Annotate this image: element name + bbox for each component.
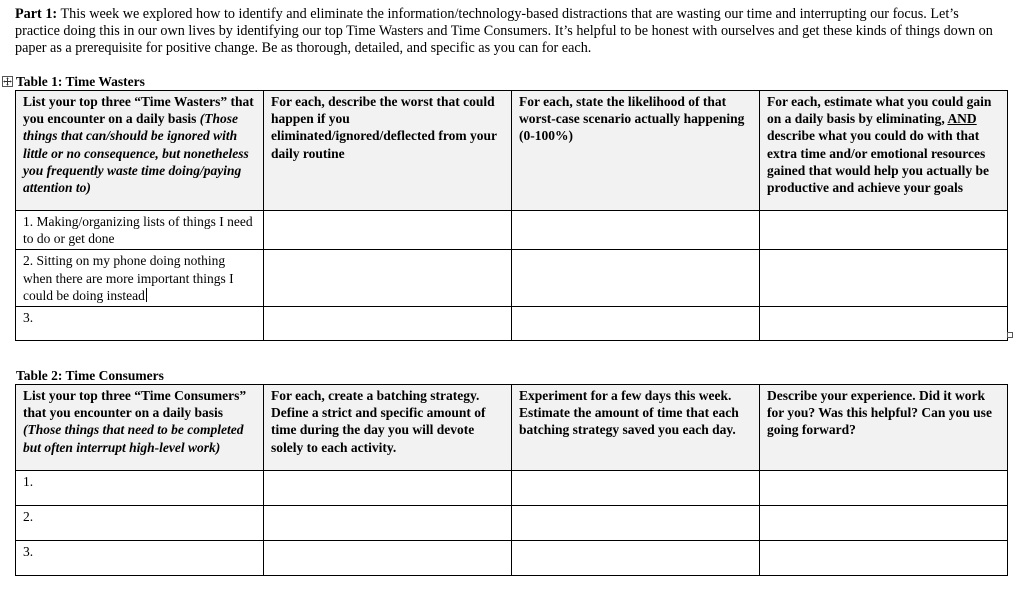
text-cursor — [146, 288, 147, 302]
table1-row1-text: 1. Making/organizing lists of things I need to do or get done — [23, 214, 253, 247]
table1-header-col2: For each, describe the worst that could happen if you eliminated/ignored/deflected from your daily routine — [264, 91, 512, 211]
table-row — [16, 541, 1008, 576]
time-consumers-table — [15, 384, 1008, 576]
table1-row1-cell3[interactable] — [512, 211, 760, 250]
table1-row1-cell2[interactable] — [264, 211, 512, 250]
table1-header-col1-main: List your top three “Time Wasters” that you encounter on a daily basis — [23, 94, 254, 127]
table1-row2-text: 2. Sitting on my phone doing nothing when there are more important things I could be doing instead — [23, 253, 234, 303]
table-row — [16, 471, 1008, 506]
table2-title: Table 2: Time Consumers — [16, 368, 164, 383]
table1-header-col4-pre: For each, estimate what you could gain on a daily basis by eliminating, — [767, 94, 992, 127]
time-wasters-table — [15, 90, 1008, 341]
table2-row3-text: 3. — [23, 544, 34, 559]
table-row — [16, 250, 1008, 307]
table1-row3-cell4[interactable] — [760, 307, 1008, 341]
table2-row3-cell3[interactable] — [512, 541, 760, 576]
table1-row3-text: 3. — [23, 310, 34, 326]
table2-row3-cell1[interactable] — [16, 541, 264, 576]
table1-row2-cell1[interactable] — [16, 250, 264, 307]
table2-row2-cell2[interactable] — [264, 506, 512, 541]
table-row — [16, 307, 1008, 341]
table-resize-handle[interactable] — [1007, 332, 1013, 338]
table1-row1-cell4[interactable] — [760, 211, 1008, 250]
table2-row2-text: 2. — [23, 509, 34, 524]
table1-header-col1-italic: (Those things that can/should be ignored with little or no consequence, but nonetheless you frequently waste time doing/paying attention to) — [23, 111, 249, 196]
part-label: Part 1: — [15, 6, 58, 22]
table1-header-col4 — [760, 91, 1008, 211]
table2-row3-cell2[interactable] — [264, 541, 512, 576]
intro-paragraph — [15, 6, 1005, 57]
table1-row3-cell3[interactable] — [512, 307, 760, 341]
table1-row3-cell1[interactable] — [16, 307, 264, 341]
table1-header-row — [16, 91, 1008, 211]
table2-row2-cell4[interactable] — [760, 506, 1008, 541]
table1-row1-cell1[interactable] — [16, 211, 264, 250]
table2-row2-cell1[interactable] — [16, 506, 264, 541]
table-row — [16, 506, 1008, 541]
table1-row2-cell4[interactable] — [760, 250, 1008, 307]
table1-header-col1 — [16, 91, 264, 211]
table-move-handle-icon[interactable] — [2, 76, 13, 87]
table2-row1-text: 1. — [23, 474, 34, 489]
table1-title: Table 1: Time Wasters — [16, 74, 145, 89]
table1-row3-cell2[interactable] — [264, 307, 512, 341]
table1-header-col4-and: AND — [947, 111, 977, 127]
table1-header-col3: For each, state the likelihood of that worst-case scenario actually happening (0-100%) — [512, 91, 760, 211]
table2-header-col4: Describe your experience. Did it work for you? Was this helpful? Can you use going forward? — [760, 385, 1008, 471]
table2-row1-cell3[interactable] — [512, 471, 760, 506]
table2-header-col1-main: List your top three “Time Consumers” that you encounter on a daily basis — [23, 388, 247, 421]
table1-row2-cell3[interactable] — [512, 250, 760, 307]
table2-row1-cell1[interactable] — [16, 471, 264, 506]
table2-header-col1 — [16, 385, 264, 471]
table2-row1-cell2[interactable] — [264, 471, 512, 506]
intro-text: This week we explored how to identify and eliminate the information/technology-based distractions that are wasting our time and interrupting our focus. Let’s practice doing this in our own lives by identifying our top Time Wasters and Time Consumers. It’s helpful to be honest with ourselves and get these kinds of things down on paper as a prerequisite for positive change. Be as thorough, detailed, and specific as you can for each. — [15, 6, 993, 56]
table2-row3-cell4[interactable] — [760, 541, 1008, 576]
table2-header-col3: Experiment for a few days this week. Estimate the amount of time that each batching strategy saved you each day. — [512, 385, 760, 471]
table2-header-row — [16, 385, 1008, 471]
table-row — [16, 211, 1008, 250]
table2-row1-cell4[interactable] — [760, 471, 1008, 506]
table2-header-col1-italic: (Those things that need to be completed but often interrupt high-level work) — [23, 422, 244, 455]
table2-header-col2: For each, create a batching strategy. Define a strict and specific amount of time during the day you will devote solely to each activity. — [264, 385, 512, 471]
table1-header-col4-post: describe what you could do with that extra time and/or emotional resources gained that would help you actually be productive and achieve your goals — [767, 128, 990, 196]
table1-row2-cell2[interactable] — [264, 250, 512, 307]
table2-row2-cell3[interactable] — [512, 506, 760, 541]
